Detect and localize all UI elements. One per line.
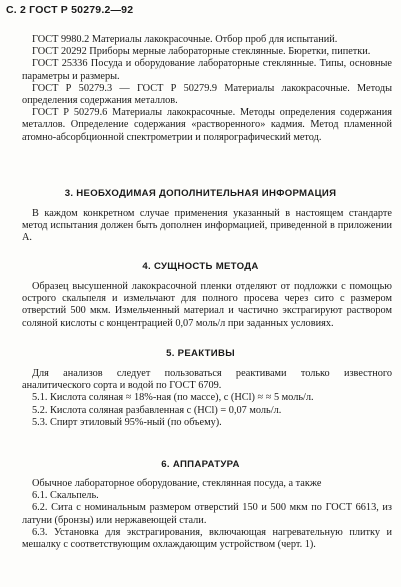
paragraph: 5.1. Кислота соляная ≈ 18%-ная (по массе), с (HCl) ≈ ≈ 5 моль/л. — [32, 392, 314, 404]
section-heading: 3. НЕОБХОДИМАЯ ДОПОЛНИТЕЛЬНАЯ ИНФОРМАЦИЯ — [64, 188, 337, 199]
references-list — [22, 34, 392, 144]
paragraph: 6.3. Установка для экстрагирования, включающая нагревательную плитку и мешалку с соответствующим охлаждающим устройством (черт. 1). — [22, 526, 392, 551]
section-body — [22, 281, 392, 330]
reference-item: ГОСТ 9980.2 Материалы лакокрасочные. Отбор проб для испытаний. — [32, 34, 338, 45]
paragraph: 5.2. Кислота соляная разбавленная с (HCl) = 0,07 моль/л. — [32, 404, 282, 416]
section-heading: 6. АППАРАТУРА — [161, 459, 240, 470]
reference-item: ГОСТ 25336 Посуда и оборудование лабораторные стеклянные. Типы, основные параметры и размеры. — [22, 58, 392, 82]
reference-item: ГОСТ Р 50279.3 — ГОСТ Р 50279.9 Материалы лакокрасочные. Методы определения содержания металлов. — [22, 82, 392, 107]
reference-item: ГОСТ 20292 Приборы мерные лабораторные стеклянные. Бюретки, пипетки. — [32, 46, 371, 58]
section-body — [22, 368, 392, 429]
reference-item: ГОСТ Р 50279.6 Материалы лакокрасочные. Методы определения содержания металлов. Определение содержания «растворенного» кадмия. Метод пламенной атомно-абсорбционной спектрометрии и полярографический метод. — [22, 107, 392, 143]
paragraph: Обычное лабораторное оборудование, стеклянная посуда, а также — [32, 478, 322, 489]
section-heading: 5. РЕАКТИВЫ — [166, 348, 235, 359]
paragraph: 6.2. Сита с номинальным размером отверстий 150 и 500 мкм по ГОСТ 6613, из латуни (бронзы) или нержавеющей стали. — [22, 502, 392, 526]
section-body — [22, 208, 392, 245]
paragraph: Для анализов следует пользоваться реактивами только известного аналитического сорта и водой по ГОСТ 6709. — [22, 368, 392, 392]
section-body — [22, 478, 392, 551]
paragraph: Образец высушенной лакокрасочной пленки отделяют от подложки с помощью острого скальпеля и измельчают для полного просева через сито с размером отверстий 500 мкм. Измельченный материал и частично экстрагируют раствором соляной кислоты с концентрацией 0,07 моль/л при заданных условиях. — [22, 281, 392, 329]
paragraph: 5.3. Спирт этиловый 95%-ный (по объему). — [32, 416, 222, 428]
paragraph: В каждом конкретном случае применения указанный в настоящем стандарте метод испытания должен быть дополнен информацией, приведенной в приложении А. — [22, 208, 392, 244]
section-heading: 4. СУЩНОСТЬ МЕТОДА — [142, 261, 259, 272]
paragraph: 6.1. Скальпель. — [32, 490, 99, 502]
page-header: С. 2 ГОСТ Р 50279.2—92 — [6, 4, 134, 16]
